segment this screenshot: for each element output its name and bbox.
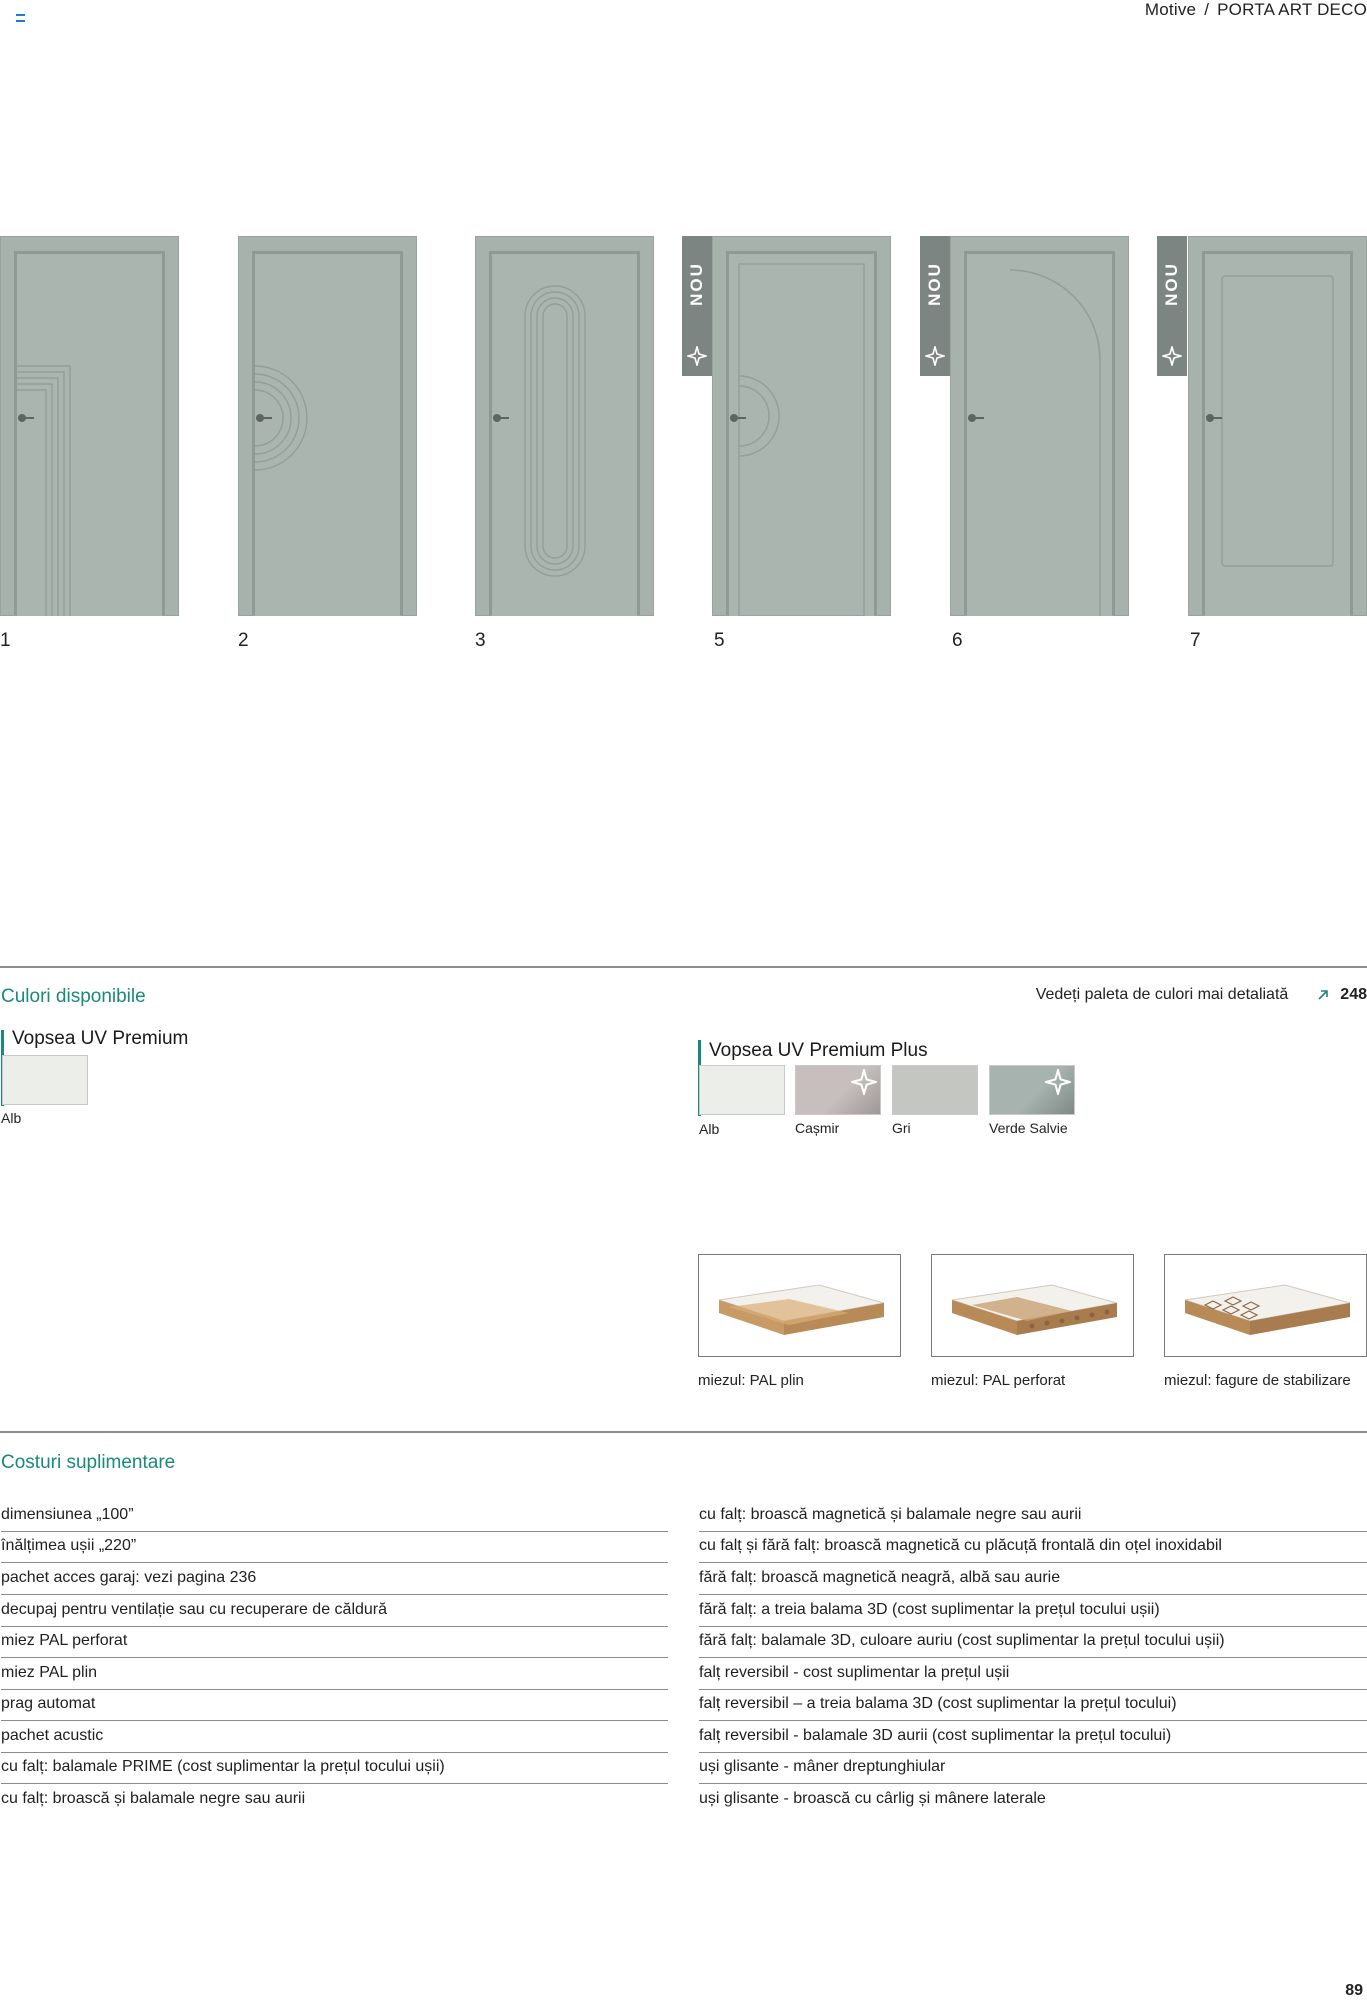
core-label: miezul: fagure de stabilizare <box>1164 1372 1351 1389</box>
color-swatch-verde-salvie[interactable] <box>989 1065 1075 1115</box>
breadcrumb-current: PORTA ART DECO <box>1217 0 1367 19</box>
cost-item: uși glisante - mâner dreptunghiular <box>699 1753 1367 1784</box>
door-model-6-image <box>950 236 1129 616</box>
paint-group-title: Vopsea UV Premium Plus <box>709 1040 928 1061</box>
palette-link-text[interactable]: Vedeți paleta de culori mai detaliată <box>1035 986 1289 1003</box>
sparkle-icon <box>1045 1069 1071 1095</box>
door-decoration-pattern <box>0 236 179 616</box>
door-handle-icon <box>18 414 32 422</box>
swatch-label: Alb <box>1 1110 22 1126</box>
door-decoration-pattern <box>712 236 891 616</box>
paint-group-title: Vopsea UV Premium <box>12 1028 189 1049</box>
door-model-3-image <box>475 236 654 616</box>
arrow-up-right-icon <box>1316 988 1330 1002</box>
palette-link[interactable] <box>1036 986 1367 1004</box>
section-divider <box>0 1431 1367 1433</box>
cost-item: falț reversibil - cost suplimentar la prețul ușii <box>699 1659 1367 1690</box>
swatch-label: Cașmir <box>795 1120 840 1136</box>
palette-page-number[interactable]: 248 <box>1340 986 1367 1003</box>
door-number: 7 <box>1190 630 1201 651</box>
menu-icon[interactable] <box>16 14 25 22</box>
cost-item: decupaj pentru ventilație sau cu recuperare de căldură <box>1 1596 668 1627</box>
cost-item: pachet acces garaj: vezi pagina 236 <box>1 1564 668 1595</box>
cost-item: uși glisante - broască cu cârlig și mânere laterale <box>699 1790 1046 1807</box>
new-badge: NOU <box>920 236 950 376</box>
costs-section-title: Costuri suplimentare <box>1 1452 176 1473</box>
color-swatch-gri[interactable] <box>892 1065 978 1115</box>
breadcrumb: Motive / PORTA ART DECO <box>1144 0 1367 19</box>
new-badge: NOU <box>1157 236 1187 376</box>
cost-item: cu falț și fără falț: broască magnetică cu plăcuță frontală din oțel inoxidabil <box>699 1532 1367 1563</box>
door-model-5-image <box>712 236 891 616</box>
sparkle-icon <box>925 346 945 366</box>
door-decoration-pattern <box>1188 236 1367 616</box>
color-swatch-alb[interactable] <box>699 1065 785 1115</box>
door-model-2-image <box>238 236 417 616</box>
core-fagure-image <box>1164 1254 1367 1357</box>
cost-item: prag automat <box>1 1690 668 1721</box>
cost-item: miez PAL plin <box>1 1659 668 1690</box>
cost-item: fără falț: balamale 3D, culoare auriu (cost suplimentar la prețul tocului ușii) <box>699 1627 1367 1658</box>
door-handle-icon <box>1206 414 1220 422</box>
cost-item: falț reversibil - balamale 3D aurii (cost suplimentar la prețul tocului) <box>699 1722 1367 1753</box>
door-handle-icon <box>256 414 270 422</box>
colors-section-title: Culori disponibile <box>1 986 146 1007</box>
cost-item: cu falț: balamale PRIME (cost suplimentar la prețul tocului ușii) <box>1 1753 668 1784</box>
new-badge: NOU <box>682 236 712 376</box>
sparkle-icon <box>851 1069 877 1095</box>
swatch-label: Verde Salvie <box>989 1120 1068 1136</box>
swatch-label: Gri <box>892 1120 911 1136</box>
color-swatch-alb[interactable] <box>2 1055 88 1105</box>
door-handle-icon <box>968 414 982 422</box>
cost-item: cu falț: broască și balamale negre sau aurii <box>1 1790 306 1807</box>
door-handle-icon <box>730 414 744 422</box>
core-pal-perforat-image <box>931 1254 1134 1357</box>
core-label: miezul: PAL plin <box>698 1372 804 1389</box>
sparkle-icon <box>1162 346 1182 366</box>
section-divider <box>0 966 1367 968</box>
door-number: 5 <box>714 630 725 651</box>
door-decoration-pattern <box>238 236 417 616</box>
page-number: 89 <box>1345 1982 1363 1999</box>
door-number: 6 <box>952 630 963 651</box>
cost-item: miez PAL perforat <box>1 1627 668 1658</box>
cost-item: falț reversibil – a treia balama 3D (cost suplimentar la prețul tocului) <box>699 1690 1367 1721</box>
cost-item: înălțimea ușii „220” <box>1 1532 668 1563</box>
core-label: miezul: PAL perforat <box>931 1372 1066 1389</box>
cost-item: fără falț: broască magnetică neagră, albă sau aurie <box>699 1564 1367 1595</box>
core-pal-plin-image <box>698 1254 901 1357</box>
cost-item: cu falț: broască magnetică și balamale negre sau aurii <box>699 1501 1367 1532</box>
door-model-1-image <box>0 236 179 616</box>
door-number: 3 <box>475 630 486 651</box>
color-swatch-casmir[interactable] <box>795 1065 881 1115</box>
swatch-label: Alb <box>699 1121 720 1137</box>
door-number: 2 <box>238 630 249 651</box>
breadcrumb-item[interactable]: Motive <box>1144 0 1197 19</box>
door-model-7-image <box>1188 236 1367 616</box>
sparkle-icon <box>687 346 707 366</box>
cost-item: fără falț: a treia balama 3D (cost suplimentar la prețul tocului ușii) <box>699 1596 1367 1627</box>
door-decoration-pattern <box>950 236 1129 616</box>
cost-item: pachet acustic <box>1 1722 668 1753</box>
cost-item: dimensiunea „100” <box>1 1501 668 1532</box>
door-number: 1 <box>0 630 11 651</box>
door-handle-icon <box>493 414 507 422</box>
door-decoration-pattern <box>475 236 654 616</box>
